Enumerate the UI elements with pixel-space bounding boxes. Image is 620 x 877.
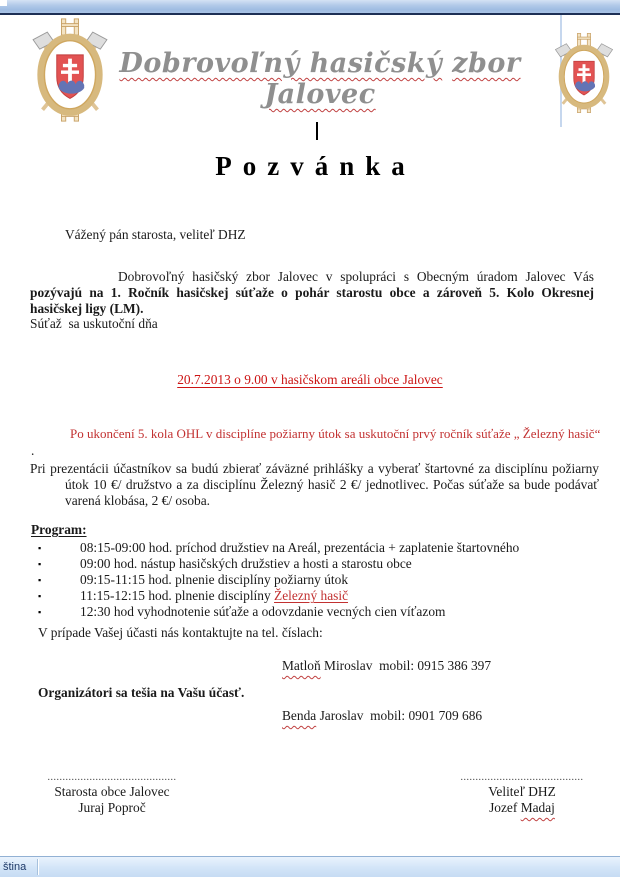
square-bullet-icon: ▪ (38, 591, 42, 602)
list-item (38, 556, 519, 572)
square-bullet-icon: ▪ (38, 559, 42, 570)
language-indicator[interactable]: ština (3, 861, 27, 873)
contact-name-flagged: Benda (282, 707, 317, 723)
signature-name (437, 800, 607, 816)
signature-name: Juraj Poproč (78, 800, 146, 816)
contact-name-flagged: Matloň (282, 658, 321, 674)
fees-paragraph: Pri prezentácii účastníkov sa budú zbierať záväzné prihlášky a vyberať štartovné za disciplínu požiarny útok 10 €/ družstvo a za disciplínu Železný hasič 2 €/ jednotlivec. Počas súťaže sa bude podávať varená klobása, 2 €/ osoba. (30, 461, 599, 509)
square-bullet-icon: ▪ (38, 607, 42, 618)
square-bullet-icon: ▪ (38, 543, 42, 553)
signature-block-left (27, 771, 197, 816)
text-cursor (316, 122, 318, 140)
status-bar-divider (37, 859, 38, 875)
contact-entry (282, 708, 491, 725)
contact-label: V prípade Vašej účasti nás kontaktujte na tel. číslach: (38, 625, 323, 640)
program-list (38, 540, 519, 620)
top-left-notch (0, 0, 7, 6)
closing-line: Organizátori sa tešia na Vašu účasť. (38, 685, 245, 700)
fire-brigade-emblem-icon (27, 17, 113, 123)
program-item-text: 09:00 hod. nástup hasičských družstiev a hosti a starostu obce (80, 556, 412, 572)
status-bar (0, 856, 620, 877)
stray-period: . (31, 443, 35, 458)
signature-name-prefix: Jozef (489, 800, 521, 816)
signature-dots: ......................................... (460, 772, 584, 783)
list-item (38, 588, 519, 604)
top-window-strip (0, 0, 620, 15)
fire-brigade-emblem-icon (551, 23, 617, 123)
program-item-text (80, 588, 348, 604)
signature-dots: ........................................... (47, 772, 177, 783)
contact-rest: Jaroslav mobil: 0901 709 686 (316, 707, 483, 723)
program-item-highlight: Železný hasič (274, 588, 349, 604)
org-title-part2: zbor Jalovec (264, 48, 521, 110)
list-item (38, 540, 519, 556)
intro-bold: pozývajú na 1. Ročník hasičskej súťaže o pohár starostu obce a zároveň 5. Kolo Okresnej hasičskej ligy (LM). (30, 284, 594, 316)
program-item-text: 12:30 hod vyhodnotenie súťaže a odovzdanie vecných cien víťazom (80, 604, 446, 620)
event-date-text: 20.7.2013 o 9.00 v hasičskom areáli obce Jalovec (177, 372, 443, 387)
contact-entry (282, 658, 491, 675)
contact-names (282, 625, 491, 758)
event-date-line (0, 372, 620, 388)
org-title (110, 48, 530, 110)
iron-firefighter-note: Po ukončení 5. kola OHL v disciplíne požiarny útok sa uskutoční prvý ročník súťaže „ Železný hasič“ (70, 426, 601, 441)
signature-role: Veliteľ DHZ (488, 784, 556, 799)
list-item (38, 572, 519, 588)
list-item (38, 604, 519, 620)
program-heading: Program: (31, 522, 87, 537)
square-bullet-icon: ▪ (38, 575, 42, 586)
signature-role: Starosta obce Jalovec (54, 784, 170, 799)
signature-block-right (437, 771, 607, 816)
program-item-prefix: 11:15-12:15 hod. plnenie disciplíny (80, 588, 275, 604)
contact-rest: Miroslav mobil: 0915 386 397 (320, 658, 492, 674)
org-title-part1: Dobrovoľný hasičský (119, 48, 443, 79)
intro-normal: Dobrovoľný hasičský zbor Jalovec v spolupráci s Obecným úradom Jalovec Vás (118, 269, 594, 284)
page-title: Pozvánka (215, 151, 416, 181)
salutation: Vážený pán starosta, veliteľ DHZ (65, 227, 246, 242)
program-item-text: 09:15-11:15 hod. plnenie disciplíny požiarny útok (80, 572, 349, 588)
date-intro-line: Súťaž sa uskutoční dňa (30, 316, 158, 331)
signature-name-flagged: Madaj (520, 800, 555, 816)
program-item-text: 08:15-09:00 hod. príchod družstiev na Areál, prezentácia + zaplatenie štartovného (80, 540, 520, 555)
intro-paragraph (30, 269, 594, 316)
